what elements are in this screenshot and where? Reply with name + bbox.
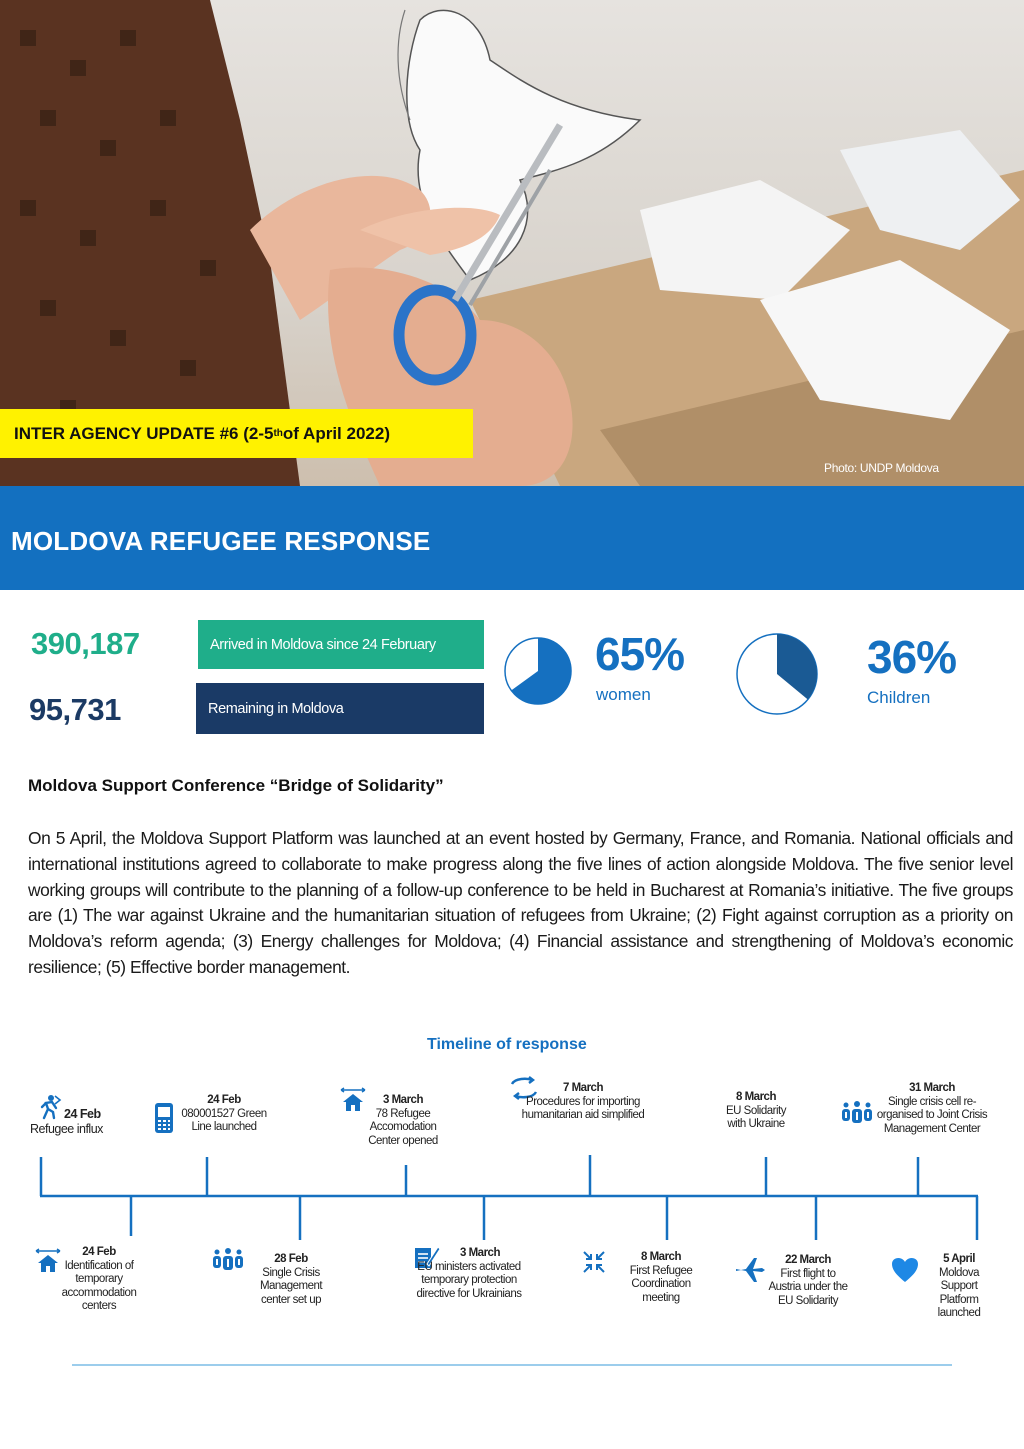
children-percent: 36% (867, 631, 957, 683)
event-date: 8 March (736, 1091, 776, 1103)
event-text: First flight to Austria under the EU Solidarity (768, 1267, 848, 1307)
update-banner (0, 409, 473, 458)
timeline-event (30, 1107, 140, 1137)
timeline-title: Timeline of response (427, 1036, 587, 1053)
timeline-event (52, 1246, 146, 1314)
photo-credit: Photo: UNDP Moldova (824, 461, 939, 475)
event-text: Identification of temporary accommodation centers (61, 1259, 137, 1312)
event-text: Procedures for importing humanitarian aid simplified (521, 1095, 645, 1121)
event-date: 31 March (909, 1082, 955, 1094)
timeline-event (250, 1253, 332, 1307)
update-banner-sup: th (273, 428, 283, 439)
event-date: 22 March (785, 1254, 831, 1266)
event-text: EU ministers activated temporary protection directive for Ukrainians (416, 1260, 522, 1300)
event-date: 8 March (641, 1251, 681, 1263)
page-title: MOLDOVA REFUGEE RESPONSE (11, 526, 431, 556)
children-pie-chart (735, 632, 819, 716)
event-date: 3 March (383, 1094, 423, 1106)
people-group-icon (207, 1247, 249, 1276)
event-text: 080001527 Green Line launched (181, 1107, 267, 1133)
event-text: Refugee influx (30, 1122, 103, 1136)
update-banner-prefix: INTER AGENCY UPDATE #6 (2-5 (14, 423, 274, 443)
event-text: 78 Refugee Accomodation Center opened (368, 1107, 438, 1147)
arrived-label: Arrived in Moldova since 24 February (198, 620, 484, 669)
arrived-value: 390,187 (31, 626, 140, 661)
remaining-label: Remaining in Moldova (196, 683, 484, 734)
timeline-event (413, 1247, 525, 1301)
timeline-event (172, 1094, 276, 1135)
timeline-event (876, 1082, 988, 1136)
timeline-event (358, 1094, 448, 1148)
hero-photo (0, 0, 1024, 486)
heart-icon (891, 1257, 919, 1288)
event-date: 24 Feb (207, 1094, 241, 1106)
event-date: 7 March (563, 1082, 603, 1094)
event-date: 3 March (460, 1247, 500, 1259)
airplane-icon (734, 1254, 766, 1291)
event-date: 24 Feb (82, 1246, 116, 1258)
timeline-event (930, 1253, 988, 1321)
arrows-inward-icon (582, 1250, 606, 1279)
event-date: 24 Feb (64, 1107, 101, 1121)
title-band (0, 486, 1024, 590)
remaining-value: 95,731 (29, 692, 121, 727)
event-date: 28 Feb (274, 1253, 308, 1265)
timeline-event (716, 1091, 796, 1132)
article-title: Moldova Support Conference “Bridge of Solidarity” (28, 776, 444, 795)
women-label: women (596, 685, 651, 704)
event-text: Single Crisis Management center set up (259, 1266, 323, 1306)
women-percent: 65% (595, 628, 685, 680)
people-group-icon (840, 1100, 874, 1129)
article-body: On 5 April, the Moldova Support Platform was launched at an event hosted by Germany, France, and Romania. National officials and international institutions agreed to collaborate to make progress along the five lines of action alongside Moldova. The five senior level working groups will contribute to the planning of a follow-up conference to be held in Bucharest at Romania’s initiative. The five groups are (1) The war against Ukraine and the humanitarian situation of refugees from Ukraine; (2) Fight against corruption as a priority on Moldova’s reform agenda; (3) Energy challenges for Moldova; (4) Financial assistance and strengthening of Moldova’s economic resilience; (5) Effective border management. (28, 828, 1013, 977)
event-text: Moldova Support Platform launched (937, 1266, 981, 1319)
update-banner-suffix: of April 2022) (282, 423, 390, 443)
timeline-event (766, 1254, 850, 1308)
timeline-event (618, 1251, 704, 1305)
phone-icon (154, 1102, 174, 1139)
event-date: 5 April (943, 1253, 975, 1265)
children-label: Children (867, 688, 931, 707)
event-text: Single crisis cell re-organised to Joint Crisis Management Center (876, 1095, 988, 1135)
event-text: EU Solidarity with Ukraine (726, 1104, 786, 1130)
event-text: First Refugee Coordination meeting (629, 1264, 693, 1304)
women-pie-chart (503, 636, 573, 706)
bottom-divider (72, 1364, 952, 1366)
timeline-event (518, 1082, 648, 1123)
